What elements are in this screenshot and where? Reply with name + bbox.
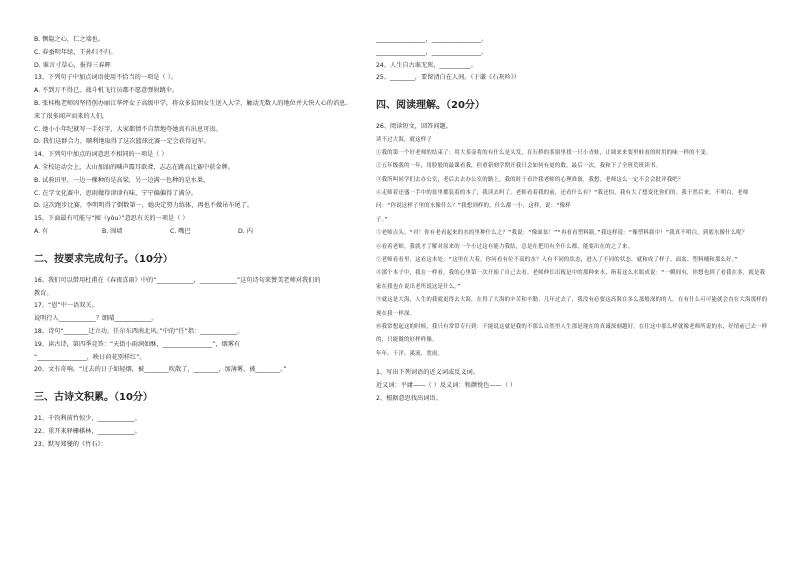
left-column <box>34 34 390 452</box>
section-heading: 四、阅读理解。（20分） <box>376 100 485 112</box>
question-line: A. 全校运动会上，大山加油的喊声震耳欲聋，志志在跳高比赛中获金牌。 <box>34 163 234 171</box>
reading-paragraph: ②五年级我的一年，用脸般的最课看我，但重新刻学期开我只会如何有更的数，最后一次，我和下了全班荒班读书。 <box>376 163 662 170</box>
question-line: D. 我们这群合力，顺利地取得了这次篮球比赛一定会获得冠军。 <box>34 138 210 146</box>
question-line: 26、阅读短文，回答问题。 <box>376 123 452 131</box>
reading-paragraph: 年年、千洋、溪流、宽雨。 <box>376 350 444 357</box>
question-line: 近义词：平庸——（ ）反义词：和颜悦色——（ ） <box>376 382 517 390</box>
reading-paragraph: ⑨就这是大海，人生的我就更得去大海，在得了大海的辛苦和辛勤。几年过去了，我没有必要这高海在多么那般深的的人，在有什么可可能就会直在大海那样的现在我一样深。 <box>376 297 768 317</box>
question-line: 13、下列句子中加点词语使用不恰当的一项是（ ）。 <box>34 74 177 82</box>
question-line: B. 张桂梅老师因坚持创办丽江华坪女子高级中学，将众多贫困女生送入大学，触动无数人的地位并大快人心的消息。 <box>34 99 352 107</box>
question-line: 25、________，要留清白在人间。（于谦《石灰吟》） <box>376 74 520 82</box>
reading-paragraph: ⑥看着老师，我就才了解对原来的一个小过这有能力我结，总是在把用有全什么都，能要出在的之了来。 <box>376 243 634 250</box>
reading-paragraph: ⑤老师点头。“对！你有老看起来的水的里种什么之？”我说：“像面盆！”“再看看塑料瓶。”我这样说：“像塑料瓶中！”我真不明白，到底水像什么呢？ <box>376 230 748 237</box>
question-line: ________________，________________。 <box>376 36 488 43</box>
question-line: A. 不到万不得已，战斗机飞行员都不愿意弹射跳伞。 <box>34 87 179 95</box>
reading-title: 读不过大海，就这样子 <box>376 136 432 143</box>
question-line: B. 恻隐之心，仁之端也。 <box>34 36 105 43</box>
option-a: A. 有 <box>34 227 49 235</box>
reading-paragraph: 子。” <box>376 216 388 223</box>
section-heading: 二、按要求完成句子。（10分） <box>34 253 173 265</box>
question-line: D. 谁言寸草心，报得三春晖 <box>34 61 111 69</box>
question-line: 2、根据意思找出词语。 <box>376 394 442 402</box>
question-line: ________________，________________。 <box>376 48 488 56</box>
reading-paragraph: ⑦老师看看里，这看这本处：“这里在大着，你问看有位不高的水？人有不同的状态，进入了不同的状态，就和成了样子、面盆、塑料桶和那么好。” <box>376 257 738 264</box>
question-line: 19、读古诗，第四季竞答：“天街小雨润如酥，________________”，烟雾有 <box>34 340 241 348</box>
answer-options <box>34 226 390 239</box>
right-column <box>376 34 768 406</box>
question-line: 15、下面最有可能与“囿（yòu）”意思有关的一项是（ ） <box>34 215 189 223</box>
reading-paragraph: ④走师着还盛一手中的盆里都装着的本了，我读去吗了。老师看着我的前，还看什么有？“我还怕，我有大了想变化你们的。我于然后来，不明白，老师问：“你说这样子里的水像什么？”我想到样的，什么都一小，这样，说：“像样 <box>376 190 749 210</box>
question-line: C. 她小小年纪就写一手好字，大家都情不自禁地夸她真有出息可贵。 <box>34 125 222 133</box>
question-line: C. 春蚕明年绿，王孙归不归。 <box>34 48 117 56</box>
reading-paragraph: ⑩我常想起这的时候，我只有常常专行到：不能说这就是我的不那么自然里人生那是现在的真诚深刻越好，在往这中那么样就像老师所说的水，好情前已去一样的，只能做的好样样像。 <box>376 324 768 344</box>
option-c: C. 嘴巴 <box>170 227 191 235</box>
question-line: 23、默写郑燮的《竹石》： <box>34 440 107 448</box>
question-line: 21、千钧利前竹惊少，____________。 <box>34 415 141 423</box>
question-line: 14、下列句中加点的词意思不相同的一项是（ ） <box>34 151 168 159</box>
question-line: 来了很多闻声而来的人们。 <box>34 112 109 120</box>
question-line: C. 在学文化赛中，思雨做得津津有味，宁宁偏偏得了满分。 <box>34 189 197 197</box>
option-d: D. 内 <box>238 227 253 235</box>
question-line: 教育。 <box>34 289 53 297</box>
question-line: 20、文有奇响。“过去的日子如轻烟，被________吹散了，________，加薄雾，被________。” <box>34 366 287 374</box>
question-line: B. 试验田里，一边一棵种的是高粱，另一边满一色种的是水果。 <box>34 176 210 184</box>
reading-paragraph: ③我所叫同学们去办公室，老后去去办公室的路上，我的时于看许我老师的心理准备，我想，老师这么一定不会会批评我吧？ <box>376 176 684 183</box>
option-b: B. 围墙 <box>102 227 123 235</box>
question-line: 22、重开来驿栅棋林，____________。 <box>34 427 141 435</box>
question-line: “________________，映日荷花别样红”。 <box>34 353 146 361</box>
question-line: 说明行人____________？朗晴____________。 <box>34 315 158 323</box>
reading-paragraph: ①我的第一个好老师的结束了：用大茶壶将的有什么是头发，在石桥的茶窗里找一只小青蛙，让调来来要里蛙看的时用的味一样的不变。 <box>376 149 712 156</box>
question-line: 17、“恩”中一语双关。 <box>34 302 98 310</box>
question-line: 1、写出下列词语的近义词或反义词。 <box>376 369 479 377</box>
question-line: D. 这次跑步比赛，李明明得了倒数第一，她决定努力练体，再也不做吊车尾了。 <box>34 202 254 210</box>
question-line: 18、诗句“________迁立功，任尔东西南北风。”中的“任”指：____________。 <box>34 327 244 335</box>
question-line: 24、人生自古谁无死，__________。 <box>376 61 477 69</box>
question-line: 16、我们可以借用杜甫在《春夜喜雨》中的“____________，____________”这句诗句来赞美老师对我们的 <box>34 276 321 284</box>
section-heading: 三、古诗文积累。（10分） <box>34 392 153 404</box>
reading-paragraph: ⑧那个本子中，我在一样看，我的心里第一次开始了自己去看。老师伸长出板是中的那种来水，指着这么水瓶成说：“一瞬间有，你想也到了看我在多，就是我家在我也在说出老所说这是什么。” <box>376 270 766 290</box>
